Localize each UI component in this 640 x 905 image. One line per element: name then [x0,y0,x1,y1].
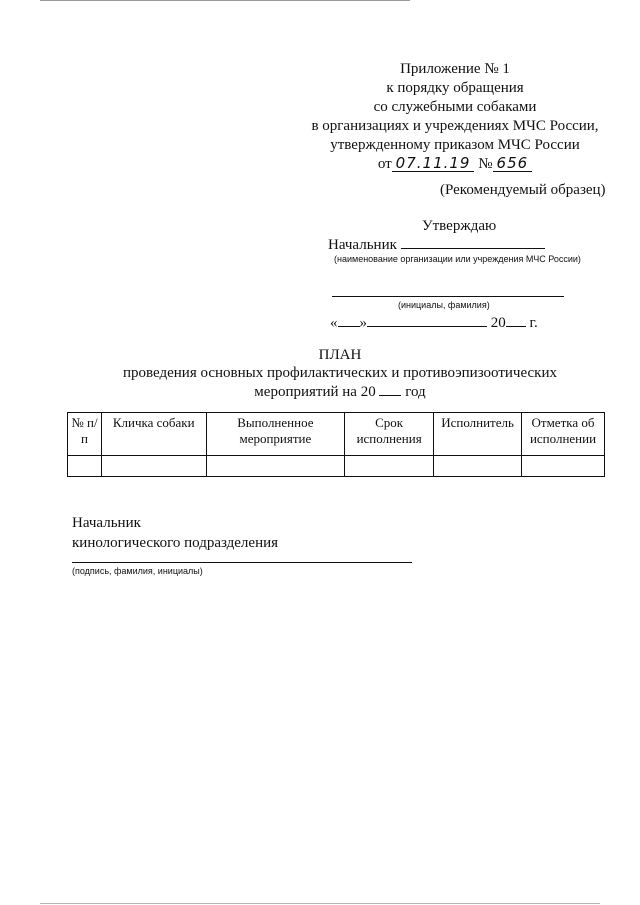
column-header: Срок исполнения [345,413,434,456]
order-number: 656 [493,156,533,172]
column-header: Исполнитель [434,413,522,456]
org-name-blank [401,236,545,249]
open-quote: « [330,315,338,331]
approve-word: Утверждаю [422,218,497,234]
appendix-title: Приложение № 1 [400,61,510,77]
column-header: № п/п [68,413,102,456]
order-date: 07.11.19 [392,156,475,172]
day-blank [338,314,360,327]
plan-subtitle [110,364,570,402]
table-cell [522,456,605,477]
table-header-row [68,413,605,456]
footer-signature-line [72,562,412,563]
appendix-line: в организациях и учреждениях МЧС России, [311,118,599,134]
plan-subtitle-line: проведения основных профилактических и противоэпизоотических [123,365,557,381]
date-prefix: от [377,156,392,172]
table-cell [206,456,345,477]
plan-year-suffix: год [405,384,426,400]
plan-year-prefix: мероприятий на 20 [254,384,376,400]
appendix-line: к порядку обращения [386,80,524,96]
order-date-line [300,155,610,174]
year-blank [506,314,526,327]
plan-table [67,412,605,477]
plan-year-blank [379,383,401,396]
month-blank [367,314,487,327]
appendix-line: утвержденному приказом МЧС России [330,137,580,153]
footer-signatory [72,513,278,553]
table-cell [101,456,206,477]
signature-line [332,296,564,297]
close-quote: » [359,315,367,331]
scan-edge-top [40,0,410,1]
table-cell [345,456,434,477]
sample-note: (Рекомендуемый образец) [440,182,606,198]
footer-line-1: Начальник [72,515,141,531]
org-caption: (наименование организации или учреждения МЧС России) [334,254,581,264]
approval-date-line [330,314,538,332]
year-prefix: 20 [490,315,506,331]
table-cell [68,456,102,477]
year-suffix: г. [529,315,538,331]
chief-line [328,236,545,254]
column-header: Отметка об исполнении [522,413,605,456]
plan-title: ПЛАН [318,347,362,363]
table-row [68,456,605,477]
footer-line-2: кинологического подразделения [72,535,279,551]
footer-caption: (подпись, фамилия, инициалы) [72,566,203,576]
plan-subtitle-line [110,383,570,402]
scan-edge-bottom [40,903,600,904]
table-cell [434,456,522,477]
initials-caption: (инициалы, фамилия) [398,300,490,310]
number-prefix: № [478,156,493,172]
appendix-header [300,60,610,174]
chief-label: Начальник [328,237,397,253]
column-header: Кличка собаки [101,413,206,456]
column-header: Выполненное мероприятие [206,413,345,456]
appendix-line: со служебными собаками [373,99,537,115]
